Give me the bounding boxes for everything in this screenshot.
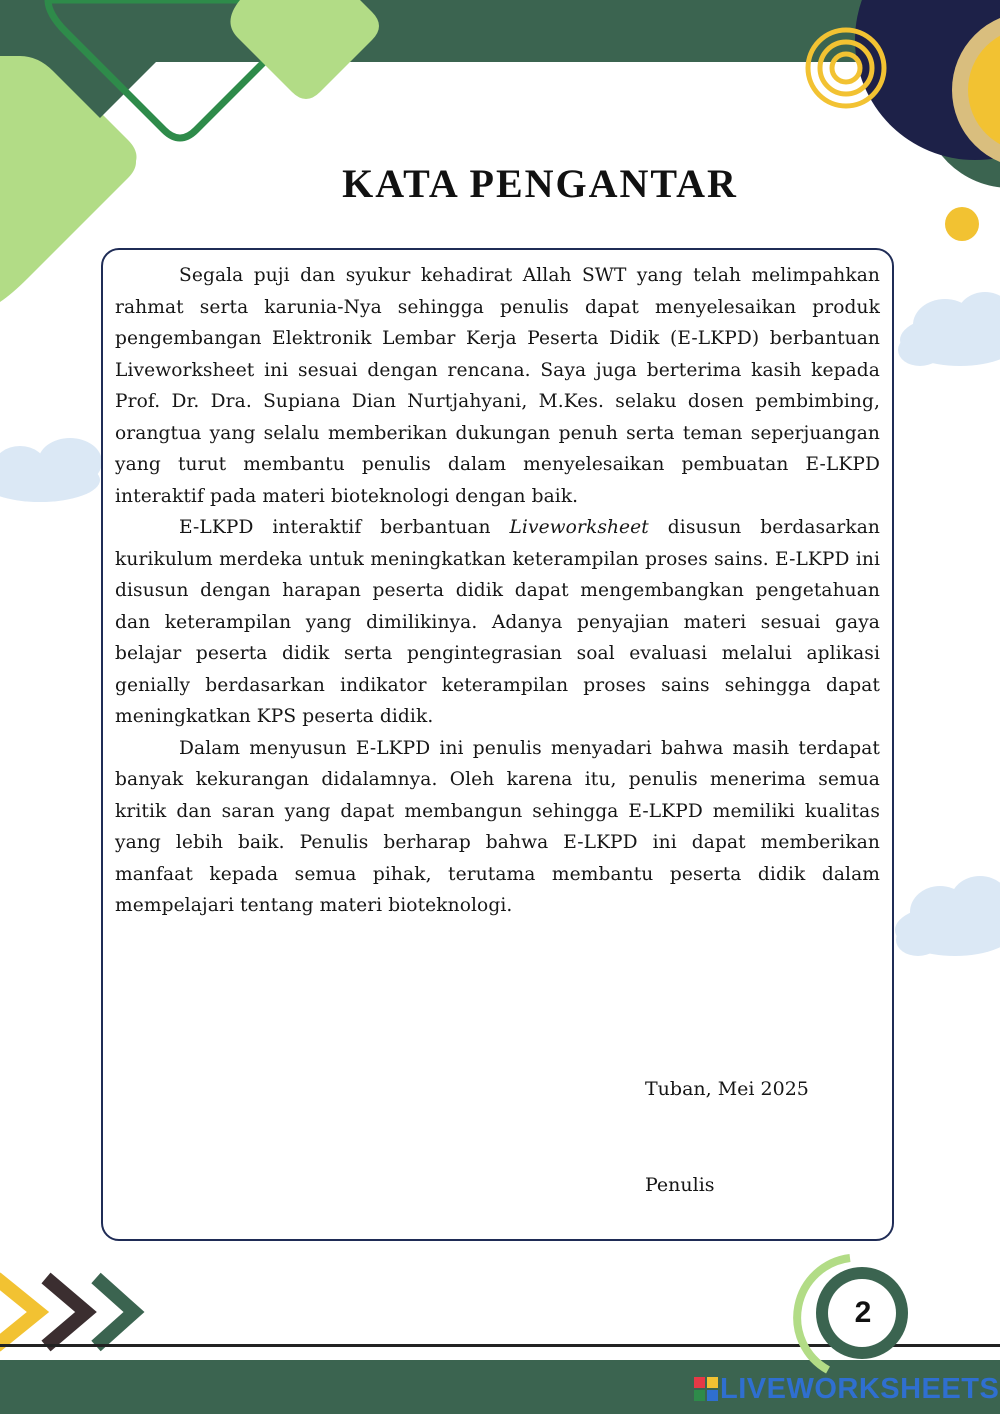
place-date: Tuban, Mei 2025 <box>645 1078 809 1100</box>
top-diamond <box>230 0 379 99</box>
signature: Penulis <box>645 1174 715 1196</box>
spiral-icon <box>808 30 884 106</box>
liveworksheets-watermark: LIVEWORKSHEETS <box>720 1373 1000 1405</box>
paragraph-2-end: disusun berdasarkan kurikulum merdeka untuk meningkatkan keterampilan proses sains. E-LKPD ini disusun dengan harapan peserta didik dapat mengembangkan pengetahuan dan keterampilan yang dimilikinya. Adanya penyajian materi sesuai gaya belajar peserta didik serta pengintegrasian soal evaluasi melalui aplikasi genially berdasarkan indikator keterampilan proses sains sehingga dapat meningkatkan KPS peserta didik. <box>115 517 880 727</box>
cloud-icon <box>895 876 1000 956</box>
chevron-right-icon <box>0 1278 134 1346</box>
paragraph-3: Dalam menyusun E-LKPD ini penulis menyadari bahwa masih terdapat banyak kekurangan didalamnya. Oleh karena itu, penulis menerima semua kritik dan saran yang dapat membangun sehingga E-LKPD memiliki kualitas yang lebih baik. Penulis berharap bahwa E-LKPD ini dapat memberikan manfaat kepada semua pihak, terutama membantu peserta didik dalam mempelajari tentang materi bioteknologi. <box>115 737 880 916</box>
gold-dot <box>945 207 979 241</box>
paragraph-2 <box>115 512 880 733</box>
paragraph-2-start: E-LKPD interaktif berbantuan <box>179 517 491 538</box>
liveworksheets-logo-icon <box>694 1377 718 1401</box>
preface-card <box>101 248 894 1241</box>
paragraph-2-italic: Liveworksheet <box>509 517 649 538</box>
cloud-icon <box>0 438 102 502</box>
page-title: KATA PENGANTAR <box>342 161 738 206</box>
paragraph-1: Segala puji dan syukur kehadirat Allah SWT yang telah melimpahkan rahmat serta karunia-Nya sehingga penulis dapat menyelesaikan produk pengembangan Elektronik Lembar Kerja Peserta Didik (E-LKPD) berbantuan Liveworksheet ini sesuai dengan rencana. Saya juga berterima kasih kepada Prof. Dr. Dra. Supiana Dian Nurtjahyani, M.Kes. selaku dosen pembimbing, orangtua yang selalu memberikan dukungan penuh serta teman seperjuangan yang turut membantu penulis dalam menyelesaikan pembuatan E-LKPD interaktif pada materi bioteknologi dengan baik. <box>115 265 880 507</box>
page-number: 2 <box>854 1296 872 1329</box>
cloud-icon <box>898 292 1000 366</box>
